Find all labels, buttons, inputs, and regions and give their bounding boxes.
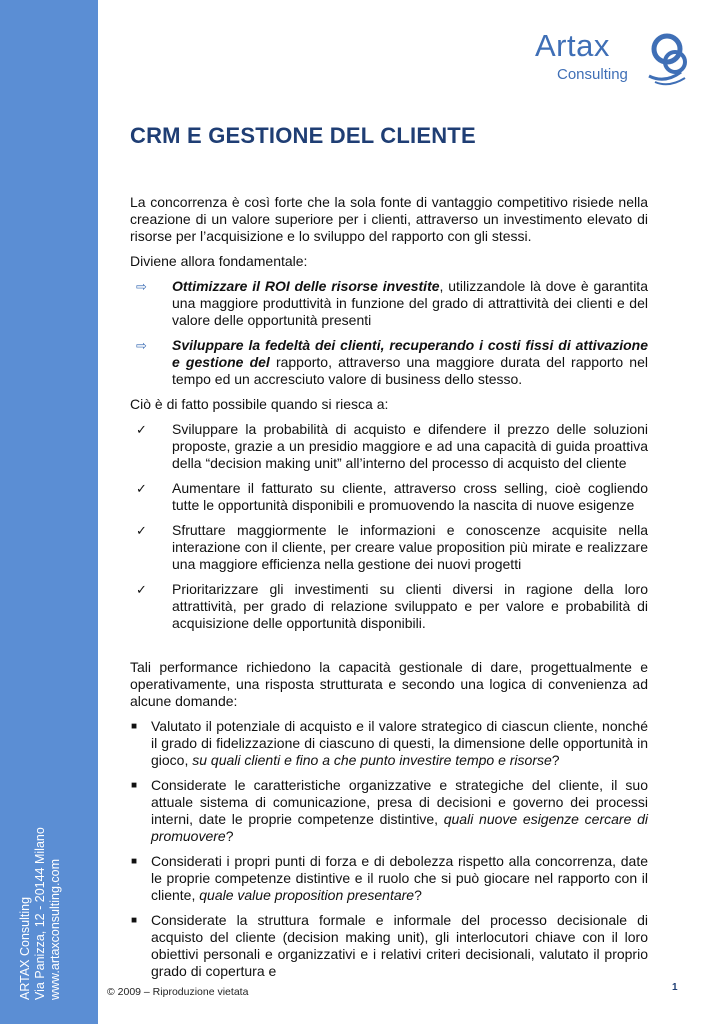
page-title: CRM E GESTIONE DEL CLIENTE bbox=[130, 123, 476, 148]
company-address: Via Panizza, 12 - 20144 Milano bbox=[33, 827, 47, 1000]
fundamentals-lead: Diviene allora fondamentale: bbox=[130, 253, 308, 269]
artax-logo bbox=[535, 28, 695, 92]
logo-subtitle: Consulting bbox=[557, 66, 628, 83]
check-item-text: Aumentare il fatturato su cliente, attraverso cross selling, cioè cogliendo tutte le opportunità disponibili e promuovendo la nascita di nuove esigenze bbox=[172, 480, 648, 513]
question-item-end: ? bbox=[225, 828, 234, 844]
checkmark-icon: ✓ bbox=[136, 582, 147, 597]
hollow-right-arrow-icon: ⇨ bbox=[136, 279, 147, 294]
arrow-item-text: , utilizzandole là dove è garantita una maggiore produttività in funzione del grado di attrattività dei clienti e del valore delle opportunità presenti bbox=[172, 278, 648, 328]
square-bullet-icon: ■ bbox=[131, 915, 138, 926]
intro-paragraph: La concorrenza è così forte che la sola fonte di vantaggio competitivo risiede nella creazione di un valore superiore per i clienti, attraverso un investimento elevato di risorse per l’acquisizione e lo sviluppo del rapporto con gli stessi. bbox=[130, 194, 648, 244]
arrow-item-text: rapporto, attraverso una maggiore durata del rapporto nel tempo ed un accresciuto valore di business dello stesso. bbox=[172, 354, 648, 387]
possible-lead: Ciò è di fatto possibile quando si riesca a: bbox=[130, 396, 389, 412]
check-item-text: Prioritarizzare gli investimenti su clienti diversi in ragione della loro attrattività, per grado di relazione sviluppato e per valore e probabilità di acquisizione delle opportunità disponibili. bbox=[172, 581, 648, 631]
checkmark-icon: ✓ bbox=[136, 523, 147, 538]
check-item bbox=[130, 480, 648, 514]
question-item-text: Considerate le caratteristiche organizzative e strategiche del cliente, il suo attuale sistema di comunicazione, presa di decisioni e governo dei processi interni, date le proprie competenze distintive, bbox=[151, 777, 648, 827]
question-item-italic: quali nuove esigenze cercare di promuovere bbox=[151, 811, 648, 844]
hollow-right-arrow-icon: ⇨ bbox=[136, 338, 147, 353]
square-bullet-icon: ■ bbox=[131, 721, 138, 732]
question-item-text: Considerati i propri punti di forza e di debolezza rispetto alla concorrenza, date le proprie competenze distintive e il ruolo che si può giocare nel rapporto con il cliente, bbox=[151, 853, 648, 903]
question-item bbox=[130, 853, 648, 904]
company-name: ARTAX Consulting bbox=[18, 896, 32, 1000]
check-item-text: Sviluppare la probabilità di acquisto e difendere il prezzo delle soluzioni proposte, grazie a un presidio maggiore e ad una capacità di guida proattiva della “decision making unit” all’interno del processo di acquisto del cliente bbox=[172, 421, 648, 471]
check-item bbox=[130, 581, 648, 632]
arrow-item bbox=[130, 278, 648, 329]
copyright-footer: © 2009 – Riproduzione vietata bbox=[107, 986, 249, 998]
checkmark-icon: ✓ bbox=[136, 422, 147, 437]
check-item-text: Sfruttare maggiormente le informazioni e conoscenze acquisite nella interazione con il cliente, per creare value proposition più mirate e realizzare una maggiore efficienza nella gestione dei nuovi progetti bbox=[172, 522, 648, 572]
question-item-end: ? bbox=[551, 752, 560, 768]
arrow-item-bold: Sviluppare la fedeltà dei clienti, recuperando i costi fissi di attivazione e gestione del bbox=[172, 337, 648, 370]
question-item bbox=[130, 777, 648, 845]
question-item-italic: su quali clienti e fino a che punto investire tempo e risorse bbox=[192, 752, 552, 768]
question-item-end: ? bbox=[414, 887, 422, 903]
company-website: www.artaxconsulting.com bbox=[48, 858, 62, 1000]
question-item-italic: quale value proposition presentare bbox=[199, 887, 415, 903]
question-item-text: Considerate la struttura formale e informale del processo decisionale di acquisto del cliente (decision making unit), gli interlocutori chiave con il loro obiettivi personali e organizzativi e i relativi criteri decisionali, valutato il proprio grado di copertura e bbox=[151, 912, 648, 979]
question-item bbox=[130, 718, 648, 769]
sidebar-band bbox=[0, 0, 98, 1024]
performance-lead: Tali performance richiedono la capacità gestionale di dare, progettualmente e operativamente, una risposta strutturata e secondo una logica di convenienza ad alcune domande: bbox=[130, 659, 648, 709]
checkmark-icon: ✓ bbox=[136, 481, 147, 496]
question-item-text: Valutato il potenziale di acquisto e il valore strategico di ciascun cliente, nonché il grado di fidelizzazione di ciascuno di questi, la dimensione delle opportunità in gioco, bbox=[151, 718, 648, 768]
square-bullet-icon: ■ bbox=[131, 856, 138, 867]
check-item bbox=[130, 522, 648, 573]
arrow-item bbox=[130, 337, 648, 388]
square-bullet-icon: ■ bbox=[131, 780, 138, 791]
arrow-item-bold: Ottimizzare il ROI delle risorse investite bbox=[172, 278, 440, 294]
document-body bbox=[130, 194, 648, 988]
sidebar-address bbox=[18, 827, 63, 1000]
logo-swirl-icon bbox=[645, 32, 695, 88]
page-number: 1 bbox=[672, 982, 678, 993]
question-item bbox=[130, 912, 648, 980]
logo-name: Artax bbox=[535, 28, 610, 63]
check-item bbox=[130, 421, 648, 472]
